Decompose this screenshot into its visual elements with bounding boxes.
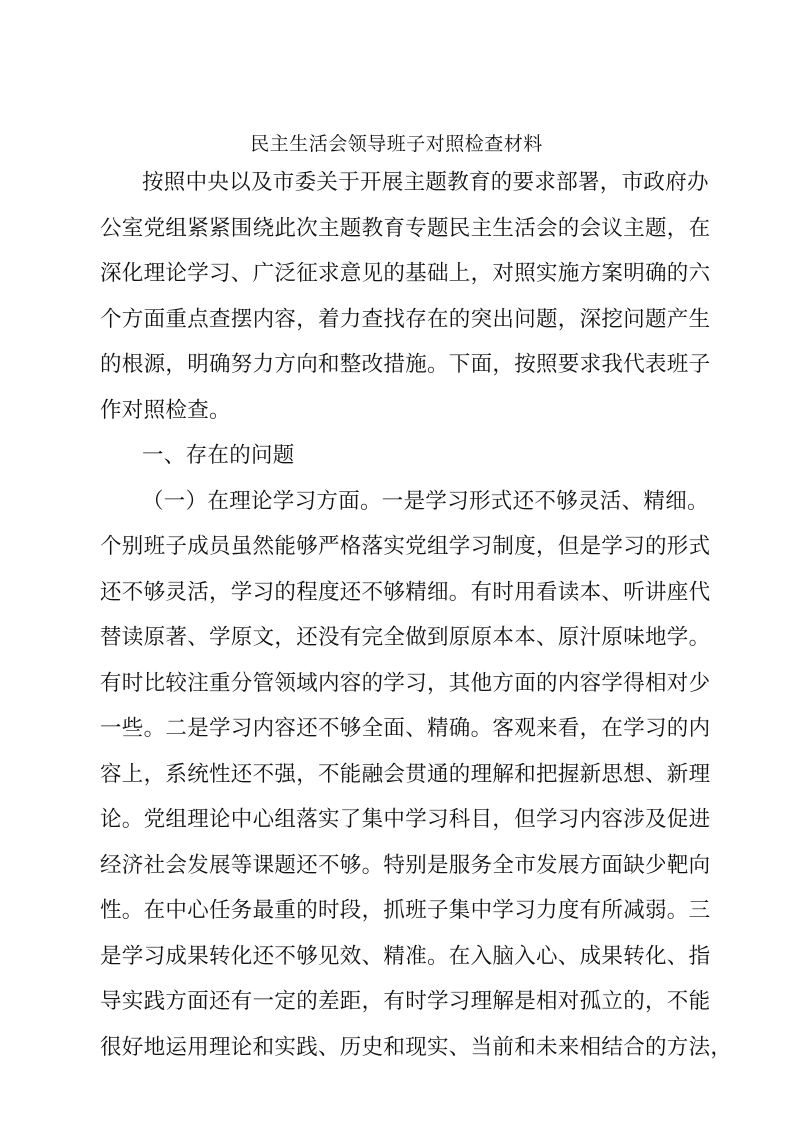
paragraph-line: 还不够灵活，学习的程度还不够精细。有时用看读本、听讲座代 — [100, 580, 711, 605]
paragraph-line: 的根源，明确努力方向和整改措施。下面，按照要求我代表班子 — [100, 352, 711, 377]
paragraph-line: 很好地运用理论和实践、历史和现实、当前和未来相结合的方法， — [100, 1035, 733, 1060]
paragraph-line: 导实践方面还有一定的差距，有时学习理解是相对孤立的，不能 — [100, 989, 711, 1014]
paragraph-line: 公室党组紧紧围绕此次主题教育专题民主生活会的会议主题，在 — [100, 216, 711, 241]
paragraph-line: 深化理论学习、广泛征求意见的基础上，对照实施方案明确的六 — [100, 261, 711, 286]
paragraph-line: 作对照检查。 — [100, 398, 231, 423]
paragraph-line: 个方面重点查摆内容，着力查找存在的突出问题，深挖问题产生 — [100, 307, 711, 332]
paragraph-line: 按照中央以及市委关于开展主题教育的要求部署，市政府办 — [142, 170, 709, 195]
paragraph-line: （一）在理论学习方面。一是学习形式还不够灵活、精细。 — [142, 489, 709, 514]
paragraph-line: 经济社会发展等课题还不够。特别是服务全市发展方面缺少靶向 — [100, 853, 711, 878]
paragraph-line: 性。在中心任务最重的时段，抓班子集中学习力度有所减弱。三 — [100, 898, 711, 923]
paragraph-line: 个别班子成员虽然能够严格落实党组学习制度，但是学习的形式 — [100, 534, 711, 559]
section-heading: 一、存在的问题 — [142, 443, 295, 468]
paragraph-line: 论。党组理论中心组落实了集中学习科目，但学习内容涉及促进 — [100, 807, 711, 832]
paragraph-line: 有时比较注重分管领域内容的学习，其他方面的内容学得相对少 — [100, 671, 711, 696]
paragraph-line: 一些。二是学习内容还不够全面、精确。客观来看，在学习的内 — [100, 716, 711, 741]
paragraph-line: 容上，系统性还不强，不能融会贯通的理解和把握新思想、新理 — [100, 762, 711, 787]
document-title: 民主生活会领导班子对照检查材料 — [250, 133, 543, 155]
paragraph-line: 是学习成果转化还不够见效、精准。在入脑入心、成果转化、指 — [100, 944, 711, 969]
paragraph-line: 替读原著、学原文，还没有完全做到原原本本、原汁原味地学。 — [100, 625, 711, 650]
